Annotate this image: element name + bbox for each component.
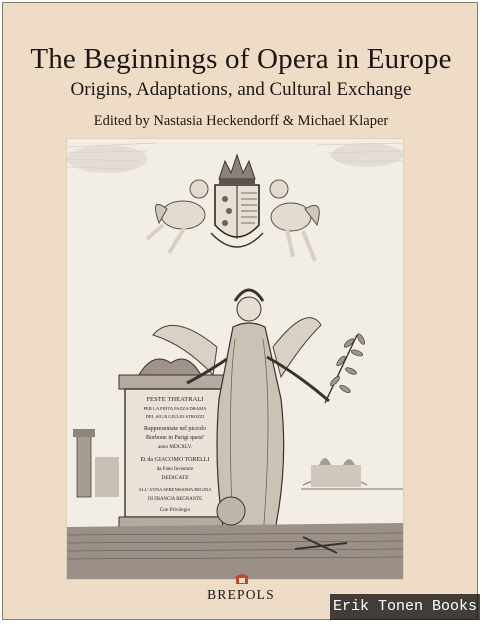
right-cherub-icon	[270, 180, 319, 261]
svg-text:PER LA FINTA PAZZA DRAMA: PER LA FINTA PAZZA DRAMA	[143, 406, 207, 411]
cover-engraving	[67, 139, 403, 579]
ground-icon	[67, 497, 403, 579]
svg-text:ALL' ANNA SERENISSIMA REGINA: ALL' ANNA SERENISSIMA REGINA	[138, 487, 212, 492]
svg-text:Borbone in Parigi quest': Borbone in Parigi quest'	[146, 435, 204, 441]
engraving-illustration	[67, 139, 403, 579]
svg-text:DEDICATE: DEDICATE	[161, 475, 189, 481]
svg-text:anno MDCXLV.: anno MDCXLV.	[157, 444, 193, 450]
book-subtitle: Origins, Adaptations, and Cultural Exchange	[70, 79, 412, 100]
svg-text:Con Privilegio: Con Privilegio	[159, 507, 191, 513]
publisher-logo-icon	[235, 573, 249, 585]
left-cherub-icon	[147, 180, 208, 253]
coat-of-arms-icon	[211, 185, 263, 247]
olive-branch-icon	[325, 333, 366, 403]
svg-text:Et da GIACOMO TORELLI: Et da GIACOMO TORELLI	[140, 457, 210, 463]
svg-text:DI FRANCIA REGNANTE: DI FRANCIA REGNANTE	[147, 497, 203, 502]
book-editors: Edited by Nastasia Heckendorff & Michael Klaper	[93, 113, 389, 129]
publisher-name: BREPOLS	[207, 587, 275, 602]
svg-text:da Fano Inventore: da Fano Inventore	[156, 467, 194, 472]
book-title: The Beginnings of Opera in Europe	[30, 43, 452, 75]
crown-icon	[219, 155, 255, 184]
book-cover	[2, 2, 478, 620]
svg-text:DEL SIG.R GIULIO STROZZI: DEL SIG.R GIULIO STROZZI	[145, 414, 205, 419]
svg-text:Rappresentate nel piccolo: Rappresentate nel piccolo	[144, 426, 206, 432]
seller-watermark: Erik Tonen Books	[330, 594, 480, 620]
svg-text:FESTE THEATRALI: FESTE THEATRALI	[146, 396, 204, 403]
